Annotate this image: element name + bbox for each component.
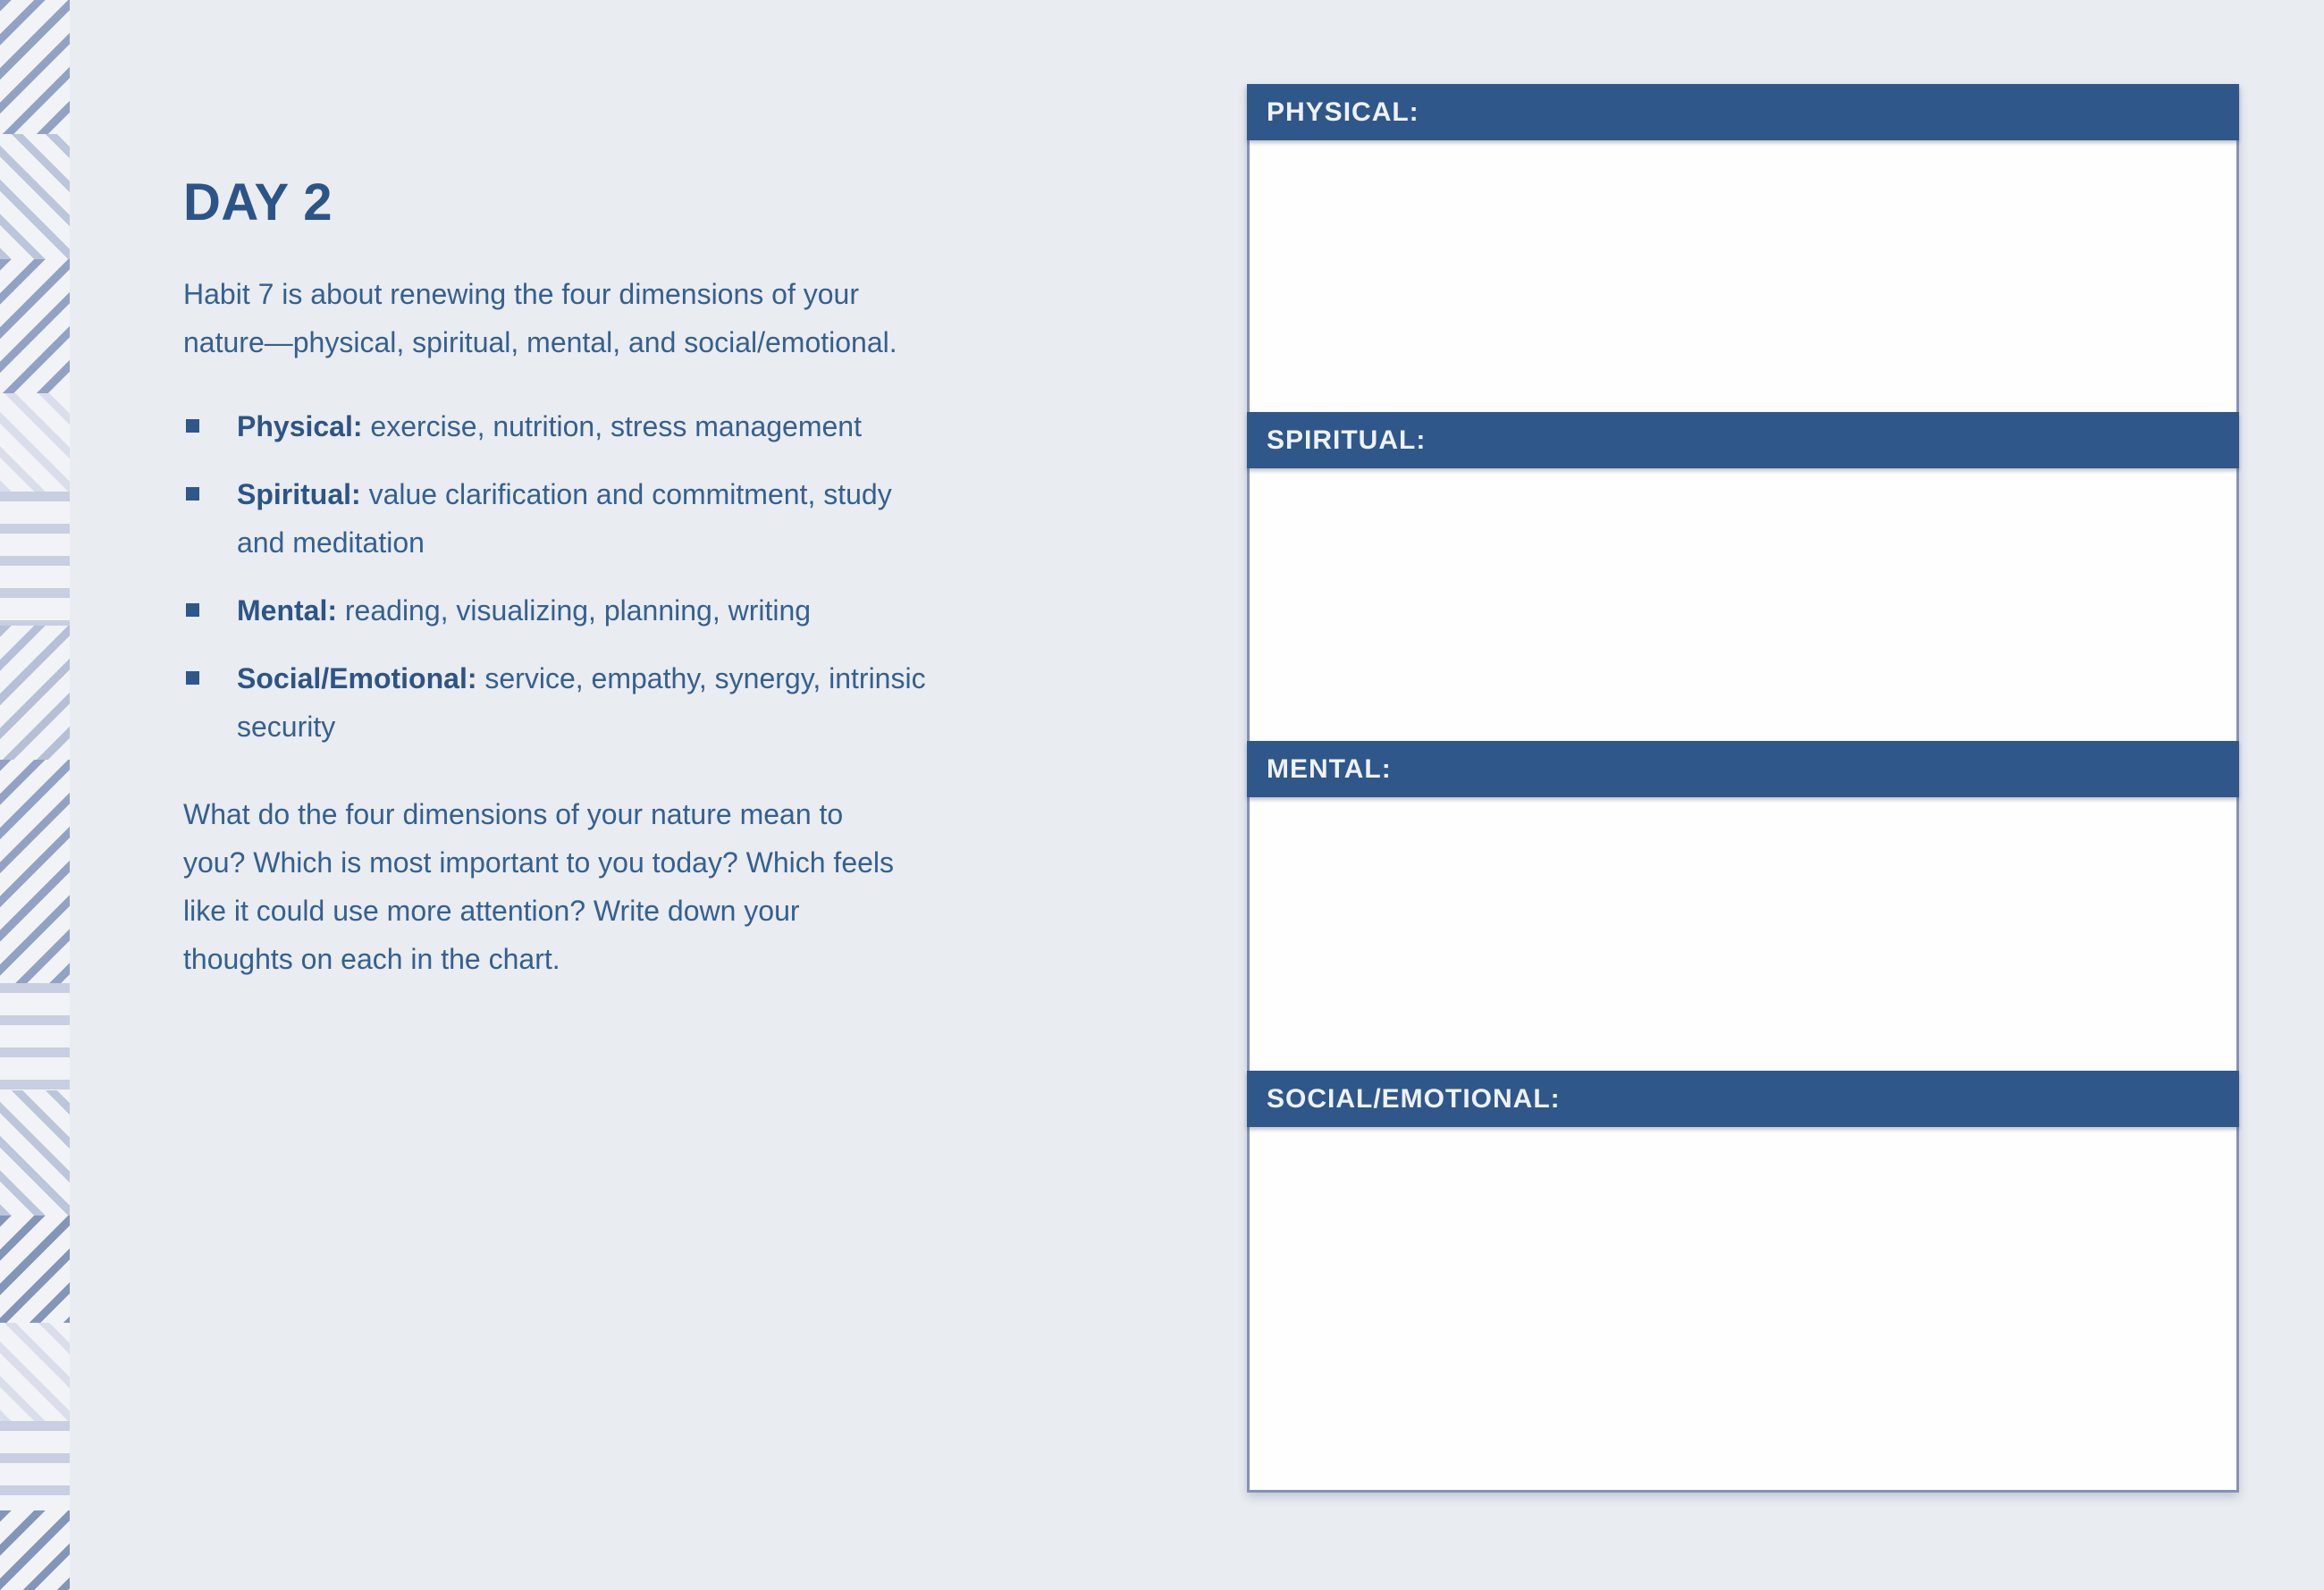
list-detail: service, empathy, synergy, intrinsic security <box>237 662 926 743</box>
reflection-chart <box>1247 84 2239 1493</box>
list-item-text <box>237 654 939 751</box>
pattern-band <box>0 626 70 760</box>
square-bullet-icon <box>186 603 199 617</box>
list-item-text <box>237 586 811 635</box>
pattern-band <box>0 1510 70 1590</box>
mental-writing-area[interactable] <box>1250 797 2236 1071</box>
intro-paragraph: Habit 7 is about renewing the four dimensions of your nature—physical, spiritual, mental, and social/emotional. <box>183 278 897 358</box>
square-bullet-icon <box>186 671 199 685</box>
list-item-spiritual <box>183 470 939 567</box>
list-detail: reading, visualizing, planning, writing <box>344 594 812 627</box>
section-header-physical: PHYSICAL: <box>1247 84 2239 140</box>
pattern-band <box>0 760 70 983</box>
list-term: Social/Emotional: <box>237 662 477 694</box>
list-detail: value clarification and commitment, study and meditation <box>237 478 892 559</box>
list-term: Mental: <box>237 594 337 627</box>
square-bullet-icon <box>186 487 199 501</box>
square-bullet-icon <box>186 419 199 433</box>
list-item-text <box>237 402 862 450</box>
pattern-band <box>0 1090 70 1216</box>
pattern-band <box>0 0 70 134</box>
list-term: Spiritual: <box>237 478 361 510</box>
pattern-band <box>0 393 70 492</box>
list-term: Physical: <box>237 410 363 442</box>
list-item-physical <box>183 402 939 450</box>
physical-writing-area[interactable] <box>1250 140 2236 412</box>
list-item-mental <box>183 586 939 635</box>
pattern-band <box>0 1323 70 1421</box>
decorative-pattern-strip <box>0 0 70 1590</box>
list-item-social-emotional <box>183 654 939 751</box>
spiritual-writing-area[interactable] <box>1250 468 2236 741</box>
pattern-band <box>0 1216 70 1323</box>
pattern-band <box>0 134 70 259</box>
pattern-band <box>0 983 70 1090</box>
pattern-band <box>0 492 70 626</box>
list-detail: exercise, nutrition, stress management <box>370 410 862 442</box>
social-emotional-writing-area[interactable] <box>1250 1127 2236 1490</box>
list-item-text <box>237 470 939 567</box>
page-title: DAY 2 <box>183 173 333 231</box>
section-header-spiritual: SPIRITUAL: <box>1247 412 2239 468</box>
section-header-mental: MENTAL: <box>1247 741 2239 797</box>
prompt-paragraph: What do the four dimensions of your nature mean to you? Which is most important to you today? Which feels like it could use more attention? Write down your thoughts on each in the chart. <box>183 798 895 975</box>
instructions-panel <box>183 175 970 983</box>
pattern-band <box>0 259 70 393</box>
section-header-social-emotional: SOCIAL/EMOTIONAL: <box>1247 1071 2239 1127</box>
dimensions-list <box>183 402 970 751</box>
pattern-band <box>0 1421 70 1510</box>
